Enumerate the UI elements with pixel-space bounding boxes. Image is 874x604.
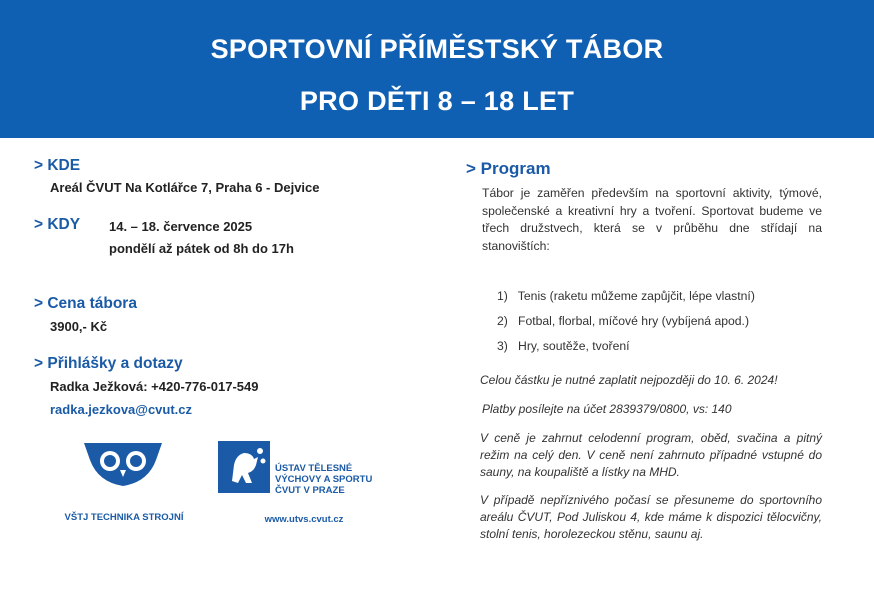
prihlasky-heading: > Přihlášky a dotazy bbox=[34, 355, 183, 372]
program-heading: > Program bbox=[466, 159, 551, 178]
program-intro: Tábor je zaměřen především na sportovní aktivity, týmové, společenské a kreativní hry a tvoření. Sportovat budeme ve třech družstvech, která se v průběhu dne střídají na stanovištích: bbox=[482, 186, 822, 253]
owl-logo-icon bbox=[82, 440, 164, 488]
title-banner bbox=[0, 0, 874, 138]
program-item-3 bbox=[497, 339, 630, 353]
program-item-3-num: 3) bbox=[497, 339, 508, 353]
included-note: V ceně je zahrnut celodenní program, oběd, svačina a pitný režim na celý den. V ceně není zahrnuto případné vstupné do sauny, na koupaliště a lístky na MHD. bbox=[480, 431, 822, 479]
title-line-1: SPORTOVNÍ PŘÍMĚSTSKÝ TÁBOR bbox=[210, 34, 664, 64]
utvs-website-link[interactable]: www.utvs.cvut.cz bbox=[264, 514, 344, 525]
weather-note: V případě nepříznivého počasí se přesuneme do sportovního areálu ČVUT, Pod Juliskou 4, kde máme k dispozici tělocvičny, stolní tenis, horolezeckou stěnu, saunu aj. bbox=[480, 493, 822, 541]
program-item-2 bbox=[497, 314, 749, 328]
kdy-hours: pondělí až pátek od 8h do 17h bbox=[109, 241, 294, 256]
program-item-2-text: Fotbal, florbal, míčové hry (vybíjená apod.) bbox=[518, 314, 750, 328]
cena-value: 3900,- Kč bbox=[50, 319, 108, 334]
account-note: Platby posílejte na účet 2839379/0800, vs: 140 bbox=[482, 402, 732, 416]
program-item-2-num: 2) bbox=[497, 314, 508, 328]
utvs-lion-icon bbox=[218, 441, 270, 493]
program-item-1-num: 1) bbox=[497, 289, 508, 303]
kde-heading: > KDE bbox=[34, 157, 81, 174]
program-item-3-text: Hry, soutěže, tvoření bbox=[518, 339, 630, 353]
email-link[interactable]: radka.jezkova@cvut.cz bbox=[50, 402, 193, 417]
contact-line: Radka Ježková: +420-776-017-549 bbox=[50, 379, 259, 394]
kde-value: Areál ČVUT Na Kotlářce 7, Praha 6 - Dejvice bbox=[50, 180, 320, 195]
utvs-name-line-3: ČVUT V PRAZE bbox=[275, 485, 345, 496]
cena-heading: > Cena tábora bbox=[34, 295, 137, 312]
utvs-name bbox=[275, 463, 372, 496]
kdy-dates: 14. – 18. července 2025 bbox=[109, 219, 253, 234]
title-line-2: PRO DĚTI 8 – 18 LET bbox=[299, 86, 575, 116]
utvs-name-line-2: VÝCHOVY A SPORTU bbox=[275, 474, 373, 485]
kdy-heading: > KDY bbox=[34, 216, 81, 233]
program-item-1 bbox=[497, 289, 755, 303]
utvs-name-line-1: ÚSTAV TĚLESNÉ bbox=[275, 463, 353, 474]
vstj-caption: VŠTJ TECHNIKA STROJNÍ bbox=[64, 512, 184, 523]
payment-deadline-note: Celou částku je nutné zaplatit nejpozději do 10. 6. 2024! bbox=[480, 373, 778, 387]
program-item-1-text: Tenis (raketu můžeme zapůjčit, lépe vlastní) bbox=[517, 289, 755, 303]
